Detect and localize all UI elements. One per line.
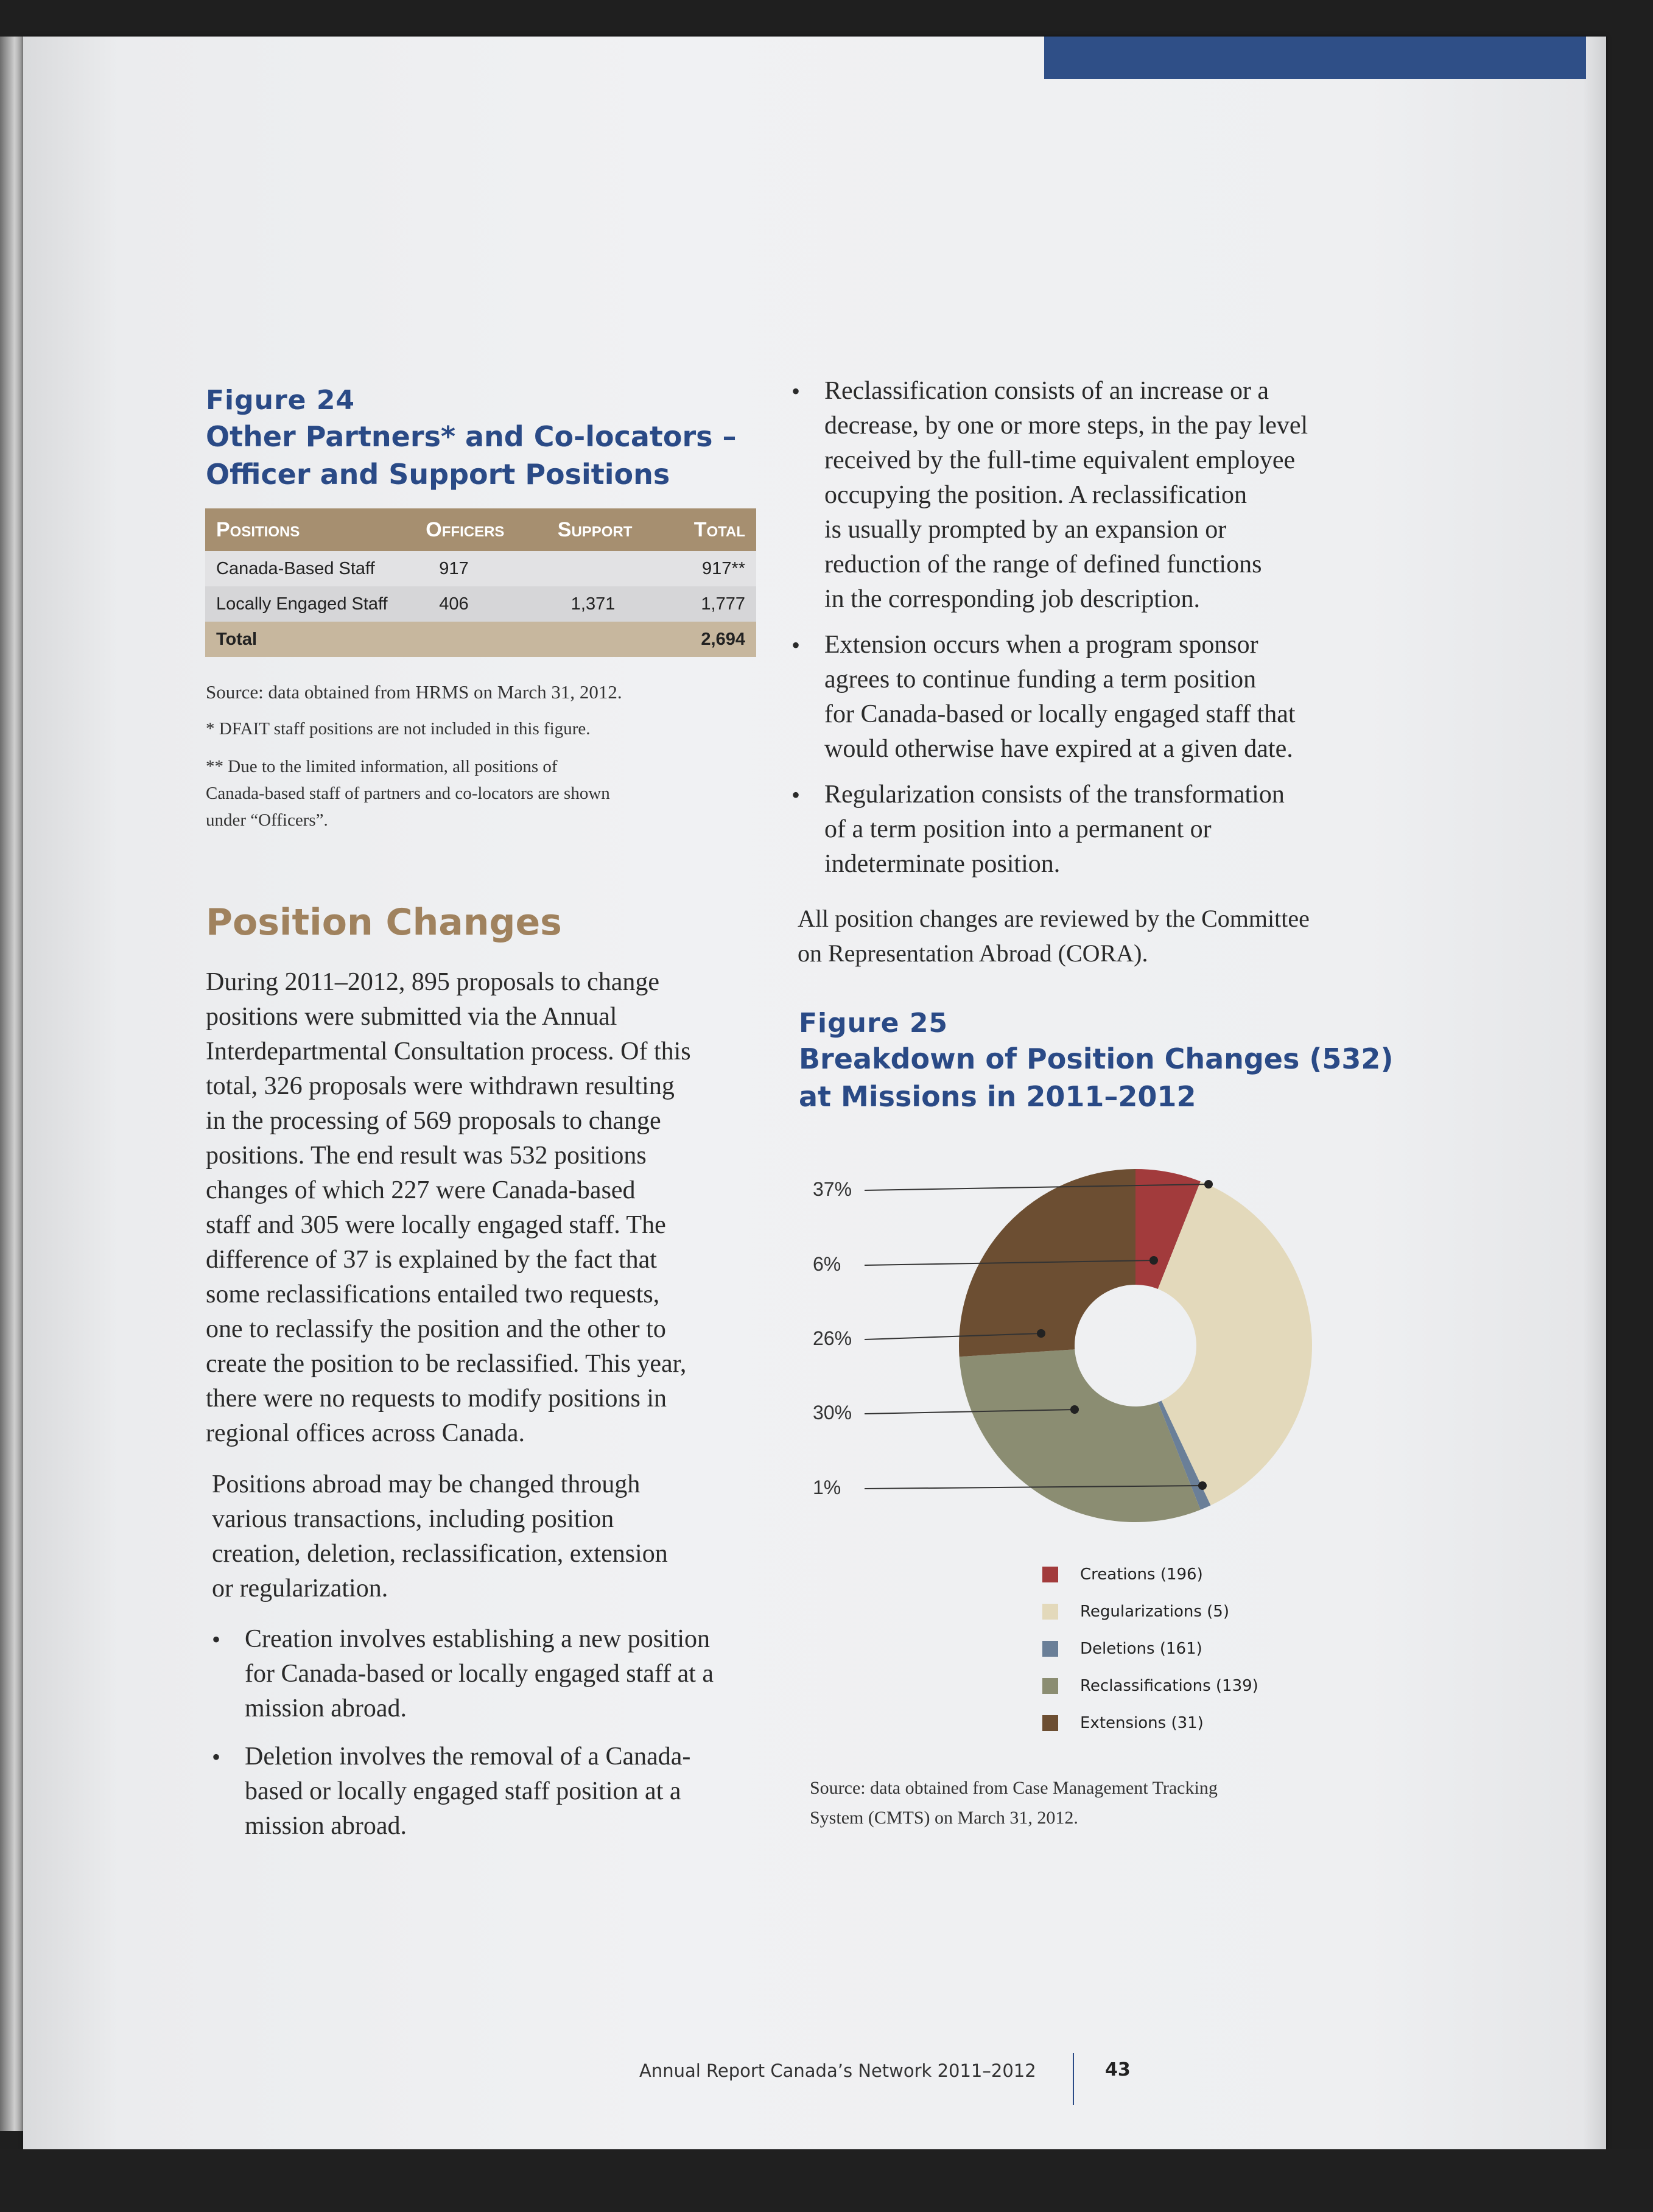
para2-line: various transactions, including position [212,1505,614,1533]
bullet-line: based or locally engaged staff position at a [245,1777,681,1805]
legend-label: Extensions (31) [1080,1713,1204,1732]
row-officers: 406 [415,586,546,622]
figure-25-title-line1: Breakdown of Position Changes (532) [799,1042,1394,1075]
para1-line: During 2011–2012, 895 proposals to change [206,968,660,996]
para1-line: positions. The end result was 532 positions [206,1142,647,1170]
header-positions: Positions [205,508,415,551]
para1-line: there were no requests to modify positions in [206,1385,667,1413]
total-value: 2,694 [683,622,756,657]
para3-line: on Representation Abroad (CORA). [798,939,1148,967]
legend-item-extensions [1042,1704,1258,1741]
bullet-line: mission abroad. [245,1812,407,1840]
para1-line: total, 326 proposals were withdrawn resulting [206,1072,675,1100]
para1-line: staff and 305 were locally engaged staff. The [206,1211,666,1239]
bullet-line: would otherwise have expired at a given date. [824,735,1293,763]
row-label: Locally Engaged Staff [205,586,415,622]
leader-dot [1149,1256,1158,1265]
figure-24-note2-line1: ** Due to the limited information, all positions of [206,757,558,776]
legend-swatch [1042,1678,1058,1694]
para2-line: creation, deletion, reclassification, extension [212,1540,668,1568]
bullet-line: for Canada-based or locally engaged staff that [824,700,1296,728]
bullet-line: agrees to continue funding a term position [824,665,1257,693]
legend-item-reclassifications [1042,1667,1258,1704]
figure-25-label: Figure 25 [799,1008,949,1039]
legend-label: Reclassifications (139) [1080,1676,1258,1695]
total-label: Total [205,622,415,657]
row-total: 917** [683,551,756,586]
donut-slice-reclassifications [960,1349,1201,1522]
total-officers [415,622,546,657]
page-number: 43 [1105,2059,1131,2080]
page-fold [1582,37,1606,2149]
legend-item-regularizations [1042,1593,1258,1630]
legend-label: Creations (196) [1080,1565,1203,1584]
leader-dot [1198,1481,1207,1490]
header-accent-bar [1044,37,1586,79]
bullet-line: indeterminate position. [824,850,1061,878]
section-heading: Position Changes [206,901,562,944]
figure-25-title-line2: at Missions in 2011–2012 [799,1080,1196,1113]
para1-line: changes of which 227 were Canada-based [206,1176,636,1204]
list-item [207,1622,714,1726]
figure-24-note2-line2: Canada-based staff of partners and co-locators are shown [206,784,610,803]
table-total-row [205,622,756,657]
row-label: Canada-Based Staff [205,551,415,586]
leader-dot [1037,1329,1045,1338]
figure-24-source: Source: data obtained from HRMS on March 31, 2012. [206,681,622,703]
figure-24-table [205,508,756,657]
figure-24-label: Figure 24 [206,385,356,416]
legend-item-deletions [1042,1630,1258,1667]
bullet-line: in the corresponding job description. [824,585,1201,613]
paragraph-3 [798,901,1310,971]
figure-25-donut-chart [791,1132,1339,1534]
para1-line: positions were submitted via the Annual [206,1003,617,1031]
leader-dot [1204,1180,1213,1189]
legend-swatch [1042,1567,1058,1582]
leader-dot [1070,1405,1079,1414]
bullet-line: • Extension occurs when a program sponsor [824,631,1258,659]
figure-25-source-line1: Source: data obtained from Case Management Tracking [810,1778,1218,1798]
figure-24-title-line1: Other Partners* and Co-locators – [206,420,737,453]
bullet-line: for Canada-based or locally engaged staff at a [245,1660,714,1688]
figure-24-title-line2: Officer and Support Positions [206,458,670,491]
bullet-line: • Regularization consists of the transformation [824,781,1285,809]
header-officers: Officers [415,508,546,551]
para1-line: regional offices across Canada. [206,1419,525,1447]
bullet-line: decrease, by one or more steps, in the pay level [824,412,1308,440]
legend-swatch [1042,1715,1058,1731]
legend-swatch [1042,1641,1058,1657]
list-item [787,778,1308,882]
row-officers: 917 [415,551,546,586]
figure-25-source-line2: System (CMTS) on March 31, 2012. [810,1808,1078,1828]
paragraph-1 [206,965,691,1451]
legend-label: Regularizations (5) [1080,1602,1229,1621]
para1-line: Interdepartmental Consultation process. Of this [206,1038,691,1066]
figure-24-note2-line3: under “Officers”. [206,810,328,830]
paragraph-2 [212,1467,668,1606]
slice-percent-label: 1% [813,1476,841,1498]
row-support: 1,371 [547,586,683,622]
list-item [787,374,1308,617]
scan-background [0,2149,1653,2212]
legend-item-creations [1042,1556,1258,1593]
header-total: Total [683,508,756,551]
figure-24-note1: * DFAIT staff positions are not included in this figure. [206,719,591,739]
slice-percent-label: 37% [813,1178,852,1200]
bullet-line: occupying the position. A reclassification [824,481,1248,509]
footer-divider [1073,2053,1074,2105]
para1-line: difference of 37 is explained by the fact that [206,1246,657,1274]
para1-line: one to reclassify the position and the other to [206,1315,666,1343]
para3-line: All position changes are reviewed by the Committee [798,905,1310,932]
table-row [205,586,756,622]
legend-swatch [1042,1604,1058,1620]
para1-line: create the position to be reclassified. This year, [206,1350,687,1378]
list-item [787,628,1308,767]
table-row [205,551,756,586]
legend-label: Deletions (161) [1080,1639,1202,1658]
row-total: 1,777 [683,586,756,622]
bullet-line: • Deletion involves the removal of a Canada- [245,1743,691,1771]
bullet-line: mission abroad. [245,1694,407,1722]
bullet-line: received by the full-time equivalent employee [824,446,1296,474]
footer-title: Annual Report Canada’s Network 2011–2012 [639,2060,1036,2081]
bullet-line: is usually prompted by an expansion or [824,516,1227,544]
para1-line: some reclassifications entailed two requests, [206,1280,660,1308]
para1-line: in the processing of 569 proposals to change [206,1107,661,1135]
header-support: Support [547,508,683,551]
bullet-line: of a term position into a permanent or [824,815,1212,843]
slice-percent-label: 6% [813,1253,841,1275]
bullet-list-left [207,1622,714,1844]
bullet-line: reduction of the range of defined functions [824,550,1262,578]
list-item [207,1740,714,1844]
bullet-line: • Creation involves establishing a new position [245,1625,711,1653]
bullet-list-right [787,374,1308,882]
binding-edge [0,37,24,2131]
table-header-row [205,508,756,551]
row-support [547,551,683,586]
bullet-line: • Reclassification consists of an increase or a [824,377,1269,405]
total-support [547,622,683,657]
slice-percent-label: 30% [813,1402,852,1424]
chart-legend [1042,1556,1258,1741]
para2-line: or regularization. [212,1575,388,1603]
slice-percent-label: 26% [813,1327,852,1349]
para2-line: Positions abroad may be changed through [212,1470,640,1498]
